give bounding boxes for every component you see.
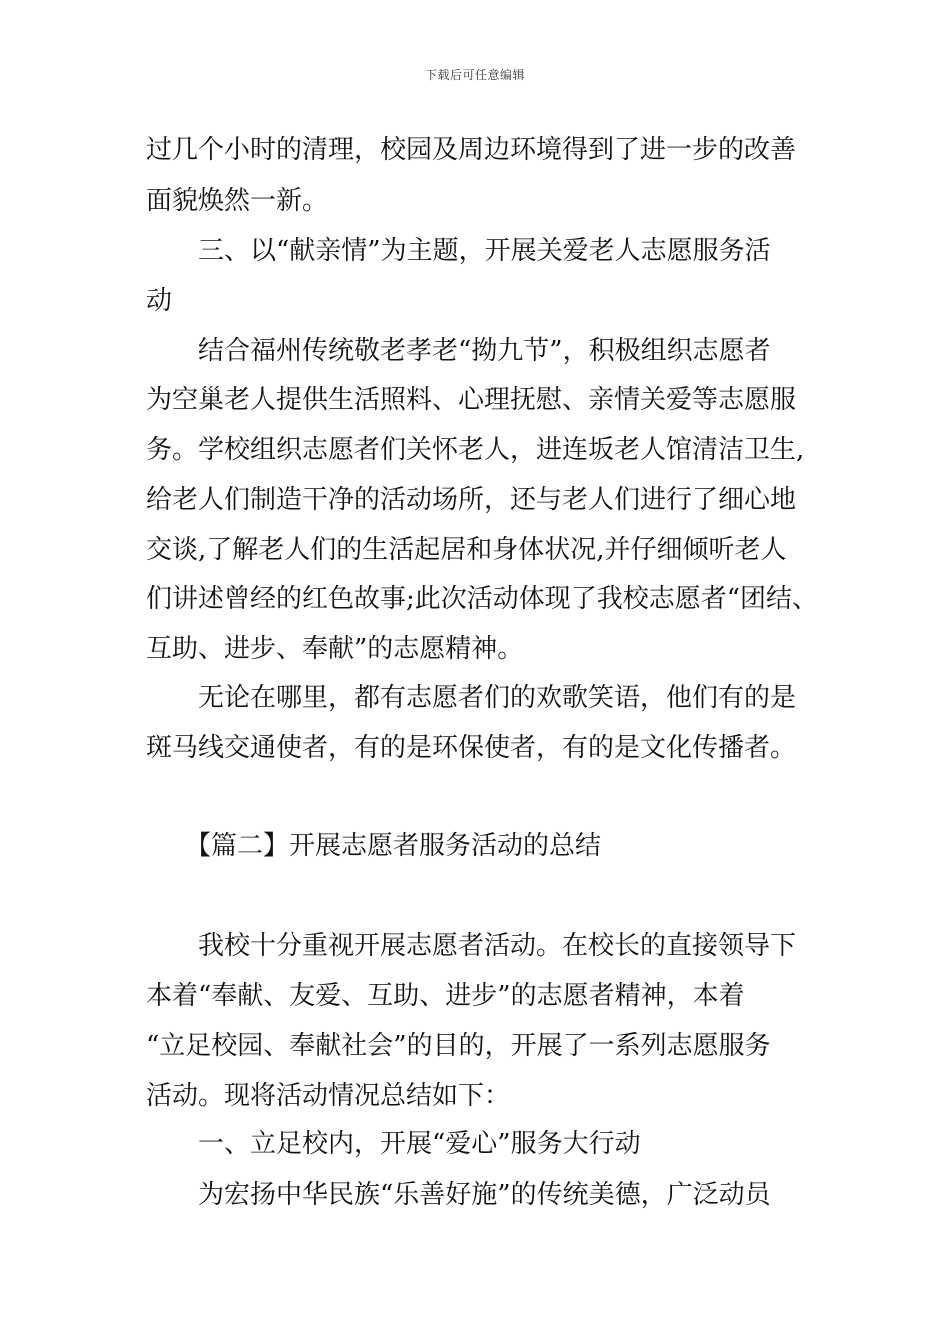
body-line-1: 过几个小时的清理，校园及周边环境得到了进一步的改善 — [146, 135, 797, 165]
body-line-15: 我校十分重视开展志愿者活动。在校长的直接领导下 — [146, 931, 797, 961]
body-line-17: “立足校园、奉献社会”的目的，开展了一系列志愿服务 — [146, 1031, 771, 1061]
section-heading-1: 一、立足校内，开展“爱心”服务大行动 — [146, 1129, 641, 1159]
body-line-7: 务。学校组织志愿者们关怀老人，进连坂老人馆清洁卫生, — [146, 435, 805, 465]
body-line-2: 面貌焕然一新。 — [146, 186, 329, 216]
body-line-11: 互助、进步、奉献”的志愿精神。 — [146, 634, 524, 664]
body-line-18: 活动。现将活动情况总结如下： — [146, 1081, 511, 1111]
body-line-9: 交谈,了解老人们的生活起居和身体状况,并仔细倾听老人 — [146, 535, 787, 565]
chapter-heading: 【篇二】开展志愿者服务活动的总结 — [146, 831, 602, 861]
section-heading-3-cont: 动 — [146, 286, 173, 316]
body-line-13: 斑马线交通使者，有的是环保使者，有的是文化传播者。 — [146, 733, 797, 763]
body-line-6: 为空巢老人提供生活照料、心理抚慰、亲情关爱等志愿服 — [146, 385, 797, 415]
body-line-20: 为宏扬中华民族“乐善好施”的传统美德，广泛动员 — [146, 1180, 771, 1210]
body-line-16: 本着“奉献、友爱、互助、进步”的志愿者精神，本着 — [146, 981, 745, 1011]
body-line-10: 们讲述曾经的红色故事;此次活动体现了我校志愿者“团结、 — [146, 584, 819, 614]
body-line-8: 给老人们制造干净的活动场所，还与老人们进行了细心地 — [146, 485, 797, 515]
body-line-12: 无论在哪里，都有志愿者们的欢歌笑语，他们有的是 — [146, 683, 797, 713]
body-line-5: 结合福州传统敬老孝老“拗九节”，积极组织志愿者 — [146, 336, 771, 366]
page-header-note: 下载后可任意编辑 — [424, 68, 525, 82]
section-heading-3: 三、以“献亲情”为主题，开展关爱老人志愿服务活 — [146, 236, 771, 266]
